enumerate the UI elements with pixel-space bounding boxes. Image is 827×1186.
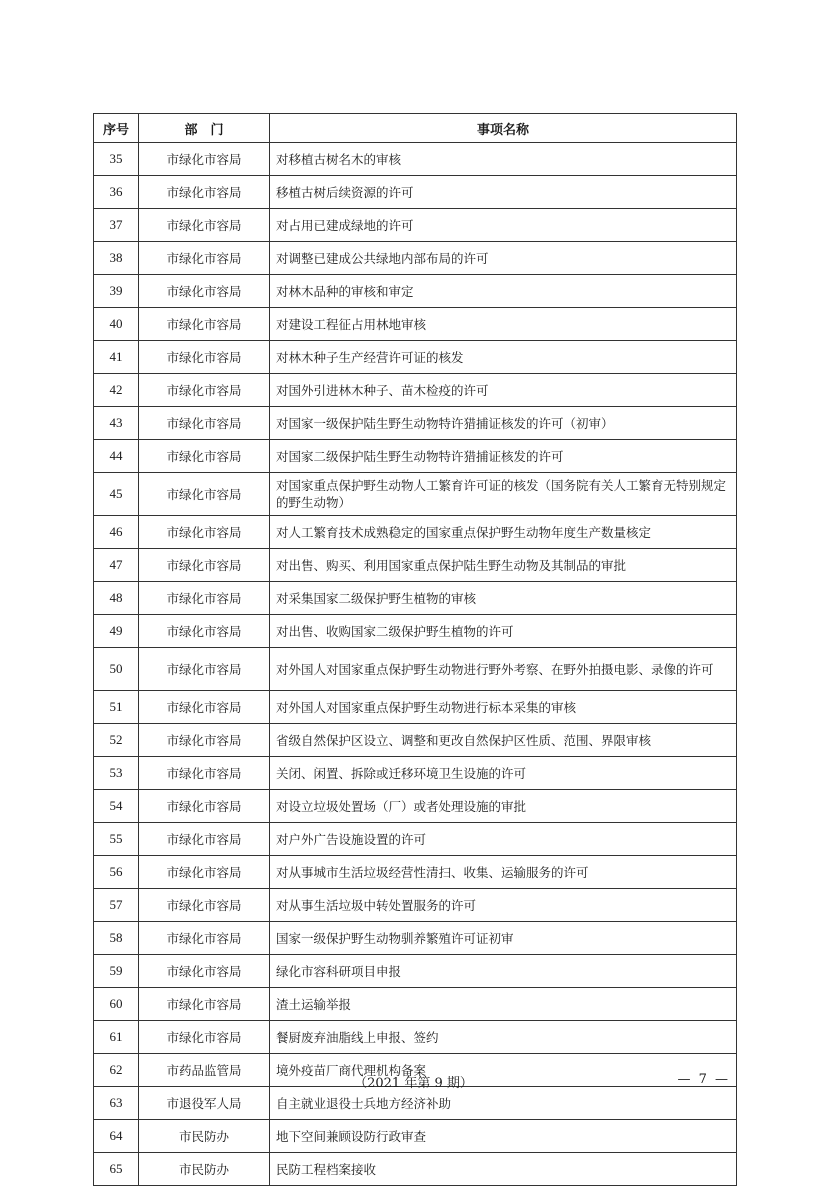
table-row — [94, 582, 737, 615]
table-row — [94, 549, 737, 582]
row-index-cell: 35 — [94, 143, 139, 176]
row-item-cell: 对从事生活垃圾中转处置服务的许可 — [270, 889, 737, 922]
row-department-cell: 市绿化市容局 — [139, 790, 270, 823]
row-index-cell: 58 — [94, 922, 139, 955]
row-item-cell: 省级自然保护区设立、调整和更改自然保护区性质、范围、界限审核 — [270, 724, 737, 757]
row-item-cell: 对国家一级保护陆生野生动物特许猎捕证核发的许可（初审） — [270, 407, 737, 440]
row-index-cell: 63 — [94, 1087, 139, 1120]
row-index-cell: 54 — [94, 790, 139, 823]
row-department-cell: 市绿化市容局 — [139, 473, 270, 516]
row-department-cell: 市绿化市容局 — [139, 374, 270, 407]
row-index-cell: 43 — [94, 407, 139, 440]
row-department-cell: 市绿化市容局 — [139, 889, 270, 922]
table-row — [94, 209, 737, 242]
table-row — [94, 1153, 737, 1186]
row-index-cell: 62 — [94, 1054, 139, 1087]
row-item-cell: 渣土运输举报 — [270, 988, 737, 1021]
column-header-item: 事项名称 — [270, 114, 737, 143]
row-index-cell: 65 — [94, 1153, 139, 1186]
row-index-cell: 56 — [94, 856, 139, 889]
row-item-cell: 对从事城市生活垃圾经营性清扫、收集、运输服务的许可 — [270, 856, 737, 889]
table-row — [94, 955, 737, 988]
row-index-cell: 40 — [94, 308, 139, 341]
table-row — [94, 143, 737, 176]
row-index-cell: 64 — [94, 1120, 139, 1153]
table-row — [94, 308, 737, 341]
column-header-index: 序号 — [94, 114, 139, 143]
row-index-cell: 59 — [94, 955, 139, 988]
row-department-cell: 市绿化市容局 — [139, 582, 270, 615]
row-item-cell: 对户外广告设施设置的许可 — [270, 823, 737, 856]
row-index-cell: 49 — [94, 615, 139, 648]
row-index-cell: 44 — [94, 440, 139, 473]
row-index-cell: 52 — [94, 724, 139, 757]
row-department-cell: 市绿化市容局 — [139, 856, 270, 889]
table-row — [94, 1087, 737, 1120]
row-item-cell: 对调整已建成公共绿地内部布局的许可 — [270, 242, 737, 275]
row-item-cell: 对采集国家二级保护野生植物的审核 — [270, 582, 737, 615]
row-department-cell: 市绿化市容局 — [139, 209, 270, 242]
row-index-cell: 61 — [94, 1021, 139, 1054]
row-item-cell: 地下空间兼顾设防行政审查 — [270, 1120, 737, 1153]
row-item-cell: 对建设工程征占用林地审核 — [270, 308, 737, 341]
row-index-cell: 47 — [94, 549, 139, 582]
row-department-cell: 市绿化市容局 — [139, 1021, 270, 1054]
row-department-cell: 市绿化市容局 — [139, 143, 270, 176]
table-row — [94, 1120, 737, 1153]
row-item-cell: 对设立垃圾处置场（厂）或者处理设施的审批 — [270, 790, 737, 823]
row-department-cell: 市绿化市容局 — [139, 407, 270, 440]
row-department-cell: 市民防办 — [139, 1120, 270, 1153]
row-index-cell: 48 — [94, 582, 139, 615]
table-header-row — [94, 114, 737, 143]
row-index-cell: 53 — [94, 757, 139, 790]
items-table — [93, 113, 737, 1186]
row-item-cell: 绿化市容科研项目申报 — [270, 955, 737, 988]
row-item-cell: 对外国人对国家重点保护野生动物进行野外考察、在野外拍摄电影、录像的许可 — [270, 648, 737, 691]
row-index-cell: 46 — [94, 516, 139, 549]
row-item-cell: 对国家二级保护陆生野生动物特许猎捕证核发的许可 — [270, 440, 737, 473]
table-row — [94, 1021, 737, 1054]
row-index-cell: 42 — [94, 374, 139, 407]
row-index-cell: 60 — [94, 988, 139, 1021]
table-row — [94, 648, 737, 691]
row-item-cell: 对移植古树名木的审核 — [270, 143, 737, 176]
table-row — [94, 176, 737, 209]
row-department-cell: 市绿化市容局 — [139, 308, 270, 341]
row-index-cell: 38 — [94, 242, 139, 275]
table-row — [94, 922, 737, 955]
row-department-cell: 市绿化市容局 — [139, 549, 270, 582]
table-row — [94, 615, 737, 648]
row-item-cell: 对出售、购买、利用国家重点保护陆生野生动物及其制品的审批 — [270, 549, 737, 582]
table-row — [94, 823, 737, 856]
row-item-cell: 民防工程档案接收 — [270, 1153, 737, 1186]
row-index-cell: 50 — [94, 648, 139, 691]
table-row — [94, 242, 737, 275]
row-department-cell: 市绿化市容局 — [139, 988, 270, 1021]
table-row — [94, 988, 737, 1021]
row-index-cell: 45 — [94, 473, 139, 516]
row-department-cell: 市绿化市容局 — [139, 648, 270, 691]
page-number: — 7 — — [677, 1072, 730, 1087]
row-item-cell: 国家一级保护野生动物驯养繁殖许可证初审 — [270, 922, 737, 955]
table-row — [94, 407, 737, 440]
row-item-cell: 对占用已建成绿地的许可 — [270, 209, 737, 242]
row-department-cell: 市绿化市容局 — [139, 823, 270, 856]
row-department-cell: 市绿化市容局 — [139, 242, 270, 275]
row-item-cell: 自主就业退役士兵地方经济补助 — [270, 1087, 737, 1120]
table-row — [94, 473, 737, 516]
table-row — [94, 440, 737, 473]
row-item-cell: 对人工繁育技术成熟稳定的国家重点保护野生动物年度生产数量核定 — [270, 516, 737, 549]
table-row — [94, 757, 737, 790]
row-index-cell: 37 — [94, 209, 139, 242]
table-row — [94, 341, 737, 374]
row-department-cell: 市绿化市容局 — [139, 757, 270, 790]
row-department-cell: 市绿化市容局 — [139, 176, 270, 209]
row-item-cell: 对出售、收购国家二级保护野生植物的许可 — [270, 615, 737, 648]
table-row — [94, 275, 737, 308]
row-item-cell: 对林木品种的审核和审定 — [270, 275, 737, 308]
row-index-cell: 39 — [94, 275, 139, 308]
table-row — [94, 724, 737, 757]
table-row — [94, 856, 737, 889]
row-department-cell: 市药品监管局 — [139, 1054, 270, 1087]
row-item-cell: 境外疫苗厂商代理机构备案 — [270, 1054, 737, 1087]
row-item-cell: 对国外引进林木种子、苗木检疫的许可 — [270, 374, 737, 407]
row-item-cell: 移植古树后续资源的许可 — [270, 176, 737, 209]
row-item-cell: 关闭、闲置、拆除或迁移环境卫生设施的许可 — [270, 757, 737, 790]
row-index-cell: 57 — [94, 889, 139, 922]
row-item-cell: 对林木种子生产经营许可证的核发 — [270, 341, 737, 374]
row-department-cell: 市绿化市容局 — [139, 955, 270, 988]
table-row — [94, 790, 737, 823]
row-item-cell: 对国家重点保护野生动物人工繁育许可证的核发（国务院有关人工繁育无特别规定的野生动物） — [270, 473, 737, 516]
row-index-cell: 36 — [94, 176, 139, 209]
row-department-cell: 市绿化市容局 — [139, 724, 270, 757]
row-department-cell: 市退役军人局 — [139, 1087, 270, 1120]
table-body — [94, 143, 737, 1186]
row-index-cell: 55 — [94, 823, 139, 856]
row-department-cell: 市绿化市容局 — [139, 615, 270, 648]
row-item-cell: 餐厨废弃油脂线上申报、签约 — [270, 1021, 737, 1054]
row-department-cell: 市绿化市容局 — [139, 691, 270, 724]
table-row — [94, 374, 737, 407]
row-index-cell: 41 — [94, 341, 139, 374]
table-row — [94, 516, 737, 549]
row-department-cell: 市绿化市容局 — [139, 341, 270, 374]
row-department-cell: 市绿化市容局 — [139, 922, 270, 955]
row-department-cell: 市绿化市容局 — [139, 440, 270, 473]
row-index-cell: 51 — [94, 691, 139, 724]
row-department-cell: 市民防办 — [139, 1153, 270, 1186]
issue-label: （2021 年第 9 期） — [354, 1076, 473, 1091]
column-header-department: 部 门 — [139, 114, 270, 143]
table-row — [94, 691, 737, 724]
row-department-cell: 市绿化市容局 — [139, 275, 270, 308]
row-department-cell: 市绿化市容局 — [139, 516, 270, 549]
row-item-cell: 对外国人对国家重点保护野生动物进行标本采集的审核 — [270, 691, 737, 724]
table-row — [94, 889, 737, 922]
